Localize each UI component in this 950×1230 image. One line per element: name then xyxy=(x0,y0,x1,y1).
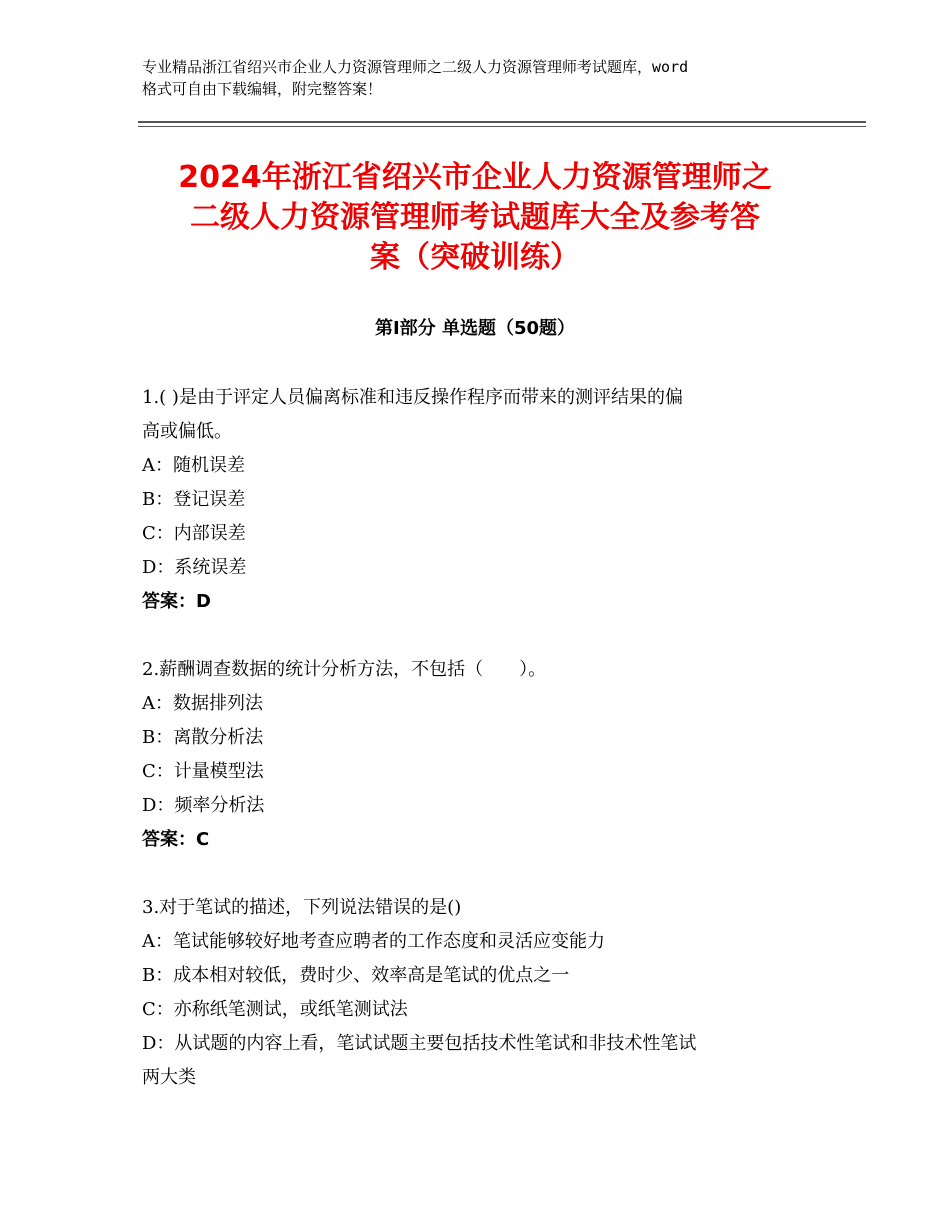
header-divider-thick xyxy=(138,121,866,123)
document-title-line-1: 2024年浙江省绍兴市企业人力资源管理师之 xyxy=(178,160,772,195)
option-c: C：计量模型法 xyxy=(142,761,264,782)
option-d: D：频率分析法 xyxy=(142,795,265,816)
option-c: C：内部误差 xyxy=(142,523,246,544)
option-d: D：系统误差 xyxy=(142,557,247,578)
option-a: A：数据排列法 xyxy=(142,693,263,714)
option-a: A：笔试能够较好地考查应聘者的工作态度和灵活应变能力 xyxy=(142,931,605,952)
option-a: A：随机误差 xyxy=(142,455,245,476)
header-divider-thin xyxy=(138,126,866,127)
section-title: 第Ⅰ部分 单选题（50题） xyxy=(374,318,575,339)
question-3 xyxy=(142,891,812,1095)
question-stem-line: 1.( )是由于评定人员偏离标准和违反操作程序而带来的测评结果的偏 xyxy=(142,387,683,408)
option-b: B：离散分析法 xyxy=(142,727,264,748)
question-stem-line: 2.薪酬调查数据的统计分析方法，不包括（ ）。 xyxy=(142,659,547,680)
question-2 xyxy=(142,653,812,857)
option-b: B：成本相对较低，费时少、效率高是笔试的优点之一 xyxy=(142,965,570,986)
answer: 答案：C xyxy=(142,829,210,850)
option-d-continued: 两大类 xyxy=(142,1067,196,1088)
question-stem-line: 高或偏低。 xyxy=(142,421,232,442)
question-list xyxy=(142,381,812,1129)
header-note-line-2: 格式可自由下载编辑，附完整答案！ xyxy=(142,80,383,98)
document-title-line-2: 二级人力资源管理师考试题库大全及参考答 xyxy=(190,200,760,235)
document-title xyxy=(100,158,850,278)
header-note xyxy=(142,56,822,100)
option-d: D：从试题的内容上看，笔试试题主要包括技术性笔试和非技术性笔试 xyxy=(142,1033,697,1054)
question-stem-line: 3.对于笔试的描述，下列说法错误的是() xyxy=(142,897,462,918)
header-note-line-1: 专业精品浙江省绍兴市企业人力资源管理师之二级人力资源管理师考试题库，word xyxy=(142,58,689,76)
document-title-line-3: 案（突破训练） xyxy=(370,240,580,275)
question-1 xyxy=(142,381,812,619)
option-c: C：亦称纸笔测试，或纸笔测试法 xyxy=(142,999,408,1020)
answer: 答案：D xyxy=(142,591,211,612)
option-b: B：登记误差 xyxy=(142,489,246,510)
